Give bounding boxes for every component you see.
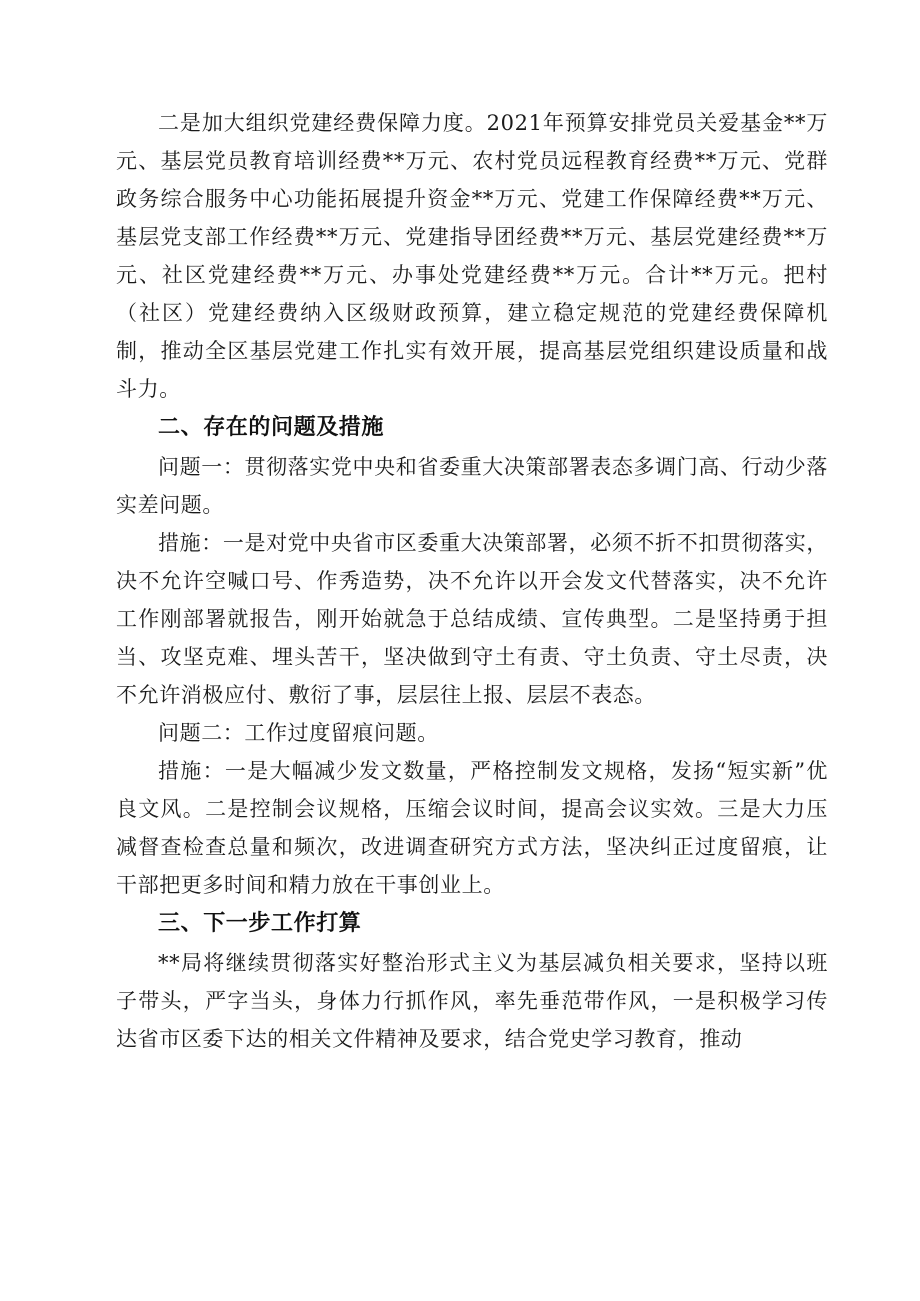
paragraph-problem-one: 问题一：贯彻落实党中央和省委重大决策部署表态多调门高、行动少落实差问题。 — [116, 455, 828, 517]
section-heading-problems-measures: 二、存在的问题及措施 — [158, 415, 385, 440]
document-body — [116, 104, 828, 1058]
paragraph-party-funding: 二是加大组织党建经费保障力度。2021年预算安排党员关爱基金**万元、基层党员教育培训经费**万元、农村党员远程教育经费**万元、党群政务综合服务中心功能拓展提升资金**万元、党建工作保障经费**万元、基层党支部工作经费**万元、党建指导团经费**万元、基层党建经费**万元、社区党建经费**万元、办事处党建经费**万元。合计**万元。把村（社区）党建经费纳入区级财政预算，建立稳定规范的党建经费保障机制，推动全区基层党建工作扎实有效开展，提高基层党组织建设质量和战斗力。 — [116, 111, 828, 401]
section-heading-next-steps: 三、下一步工作打算 — [158, 911, 362, 936]
paragraph-measure-two: 措施：一是大幅减少发文数量，严格控制发文规格，发扬“短实新”优良文风。二是控制会议规格，压缩会议时间，提高会议实效。三是大力压减督查检查总量和频次，改进调查研究方式方法，坚决纠正过度留痕，让干部把更多时间和精力放在干事创业上。 — [116, 759, 828, 897]
paragraph-problem-two: 问题二：工作过度留痕问题。 — [158, 721, 439, 745]
paragraph-measure-one: 措施：一是对党中央省市区委重大决策部署，必须不折不扣贯彻落实，决不允许空喊口号、作秀造势，决不允许以开会发文代替落实，决不允许工作刚部署就报告，刚开始就急于总结成绩、宣传典型。二是坚持勇于担当、攻坚克难、埋头苦干，坚决做到守土有责、守土负责、守土尽责，决不允许消极应付、敷衍了事，层层往上报、层层不表态。 — [116, 531, 828, 707]
paragraph-next-step-plan: **局将继续贯彻落实好整治形式主义为基层减负相关要求，坚持以班子带头，严字当头，身体力行抓作风，率先垂范带作风，一是积极学习传达省市区委下达的相关文件精神及要求，结合党史学习教育，推动 — [116, 951, 828, 1051]
